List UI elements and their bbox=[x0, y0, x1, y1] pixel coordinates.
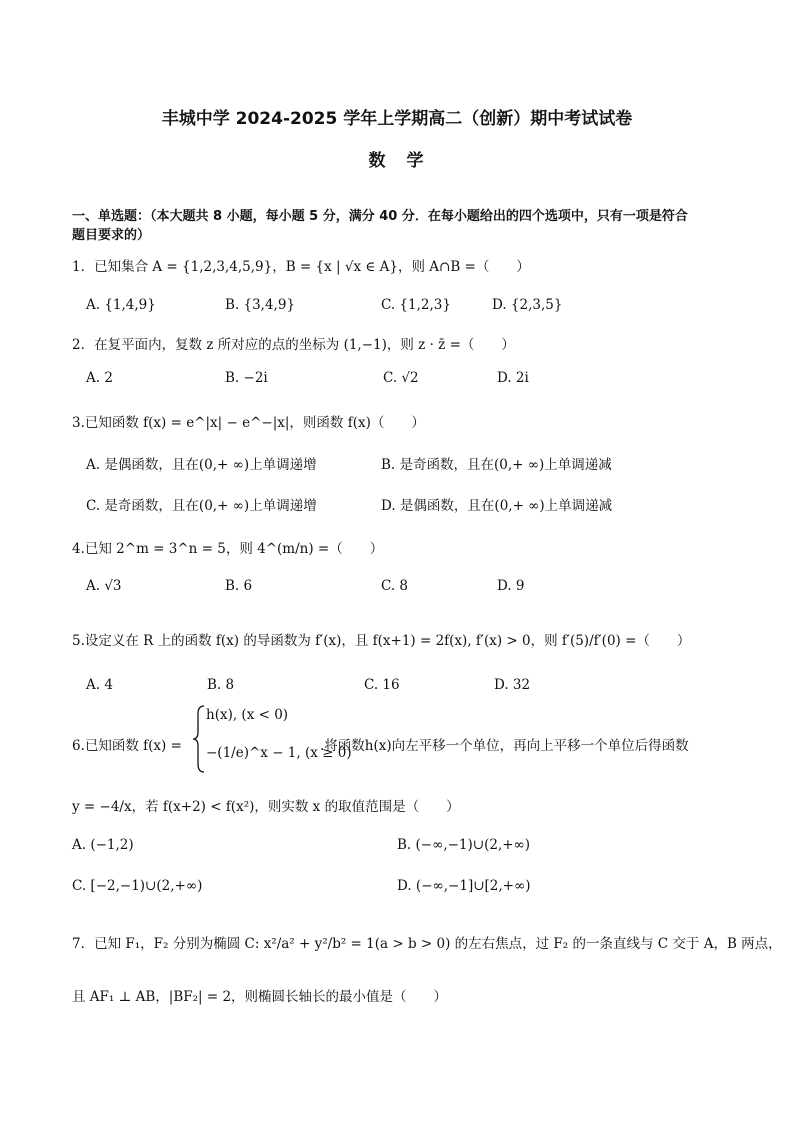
section-heading-line1: 一、单选题：（本大题共 8 小题，每小题 5 分，满分 40 分．在每小题给出的四个选项中，只有一项是符合 bbox=[72, 209, 688, 224]
q4-option-d: D. 9 bbox=[497, 578, 525, 594]
question-7-stem-line1: 7．已知 F₁，F₂ 分别为椭圆 C: x²/a² + y²/b² = 1(a > b > 0) 的左右焦点，过 F₂ 的一条直线与 C 交于 A，B 两点， bbox=[72, 936, 782, 952]
q3-option-a: A. 是偶函数，且在(0,+ ∞)上单调递增 bbox=[86, 457, 317, 473]
q2-option-a: A. 2 bbox=[86, 370, 113, 386]
question-6-stem-part1: 6.已知函数 f(x) = bbox=[72, 738, 182, 754]
q2-option-b: B. −2i bbox=[225, 370, 268, 386]
q6-option-a: A. (−1,2) bbox=[72, 837, 134, 853]
question-2-stem: 2．在复平面内，复数 z 所对应的点的坐标为 (1,−1)，则 z · z̄ =（ ） bbox=[72, 337, 515, 353]
q3-option-b: B. 是奇函数，且在(0,+ ∞)上单调递减 bbox=[381, 457, 612, 473]
q4-option-c: C. 8 bbox=[381, 578, 409, 594]
q2-option-c: C. √2 bbox=[383, 370, 419, 386]
q2-option-d: D. 2i bbox=[497, 370, 529, 386]
question-3-stem: 3.已知函数 f(x) = e^|x| − e^−|x|，则函数 f(x)（ ） bbox=[72, 415, 425, 431]
exam-title: 丰城中学 2024-2025 学年上学期高二（创新）期中考试试卷 bbox=[161, 109, 633, 129]
question-1-stem: 1．已知集合 A = {1,2,3,4,5,9}，B = {x | √x ∈ A}，则 A∩B =（ ） bbox=[72, 259, 530, 275]
q5-option-b: B. 8 bbox=[207, 677, 235, 693]
piecewise-case-2: −(1/e)^x − 1, (x ≥ 0) bbox=[206, 745, 352, 761]
piecewise-case-1: h(x), (x < 0) bbox=[206, 707, 289, 723]
exam-subject: 数 学 bbox=[368, 151, 426, 171]
question-6-stem-part2: .将函数h(x)向左平移一个单位，再向上平移一个单位后得函数 bbox=[320, 738, 689, 754]
q1-option-d: D. {2,3,5} bbox=[492, 297, 563, 313]
q6-option-b: B. (−∞,−1)∪(2,+∞) bbox=[397, 837, 531, 853]
question-4-stem: 4.已知 2^m = 3^n = 5，则 4^(m/n) =（ ） bbox=[72, 541, 384, 557]
q5-option-d: D. 32 bbox=[494, 677, 531, 693]
section-heading-line2: 题目要求的） bbox=[72, 228, 151, 243]
q1-option-b: B. {3,4,9} bbox=[225, 297, 296, 313]
question-7-stem-line2: 且 AF₁ ⊥ AB，|BF₂| = 2，则椭圆长轴长的最小值是（ ） bbox=[72, 989, 448, 1005]
q6-option-c: C. [−2,−1)∪(2,+∞) bbox=[72, 878, 203, 894]
q6-option-d: D. (−∞,−1]∪[2,+∞) bbox=[397, 878, 531, 894]
question-5-stem: 5.设定义在 R 上的函数 f(x) 的导函数为 f′(x)，且 f(x+1) = 2f(x), f′(x) > 0，则 f′(5)/f′(0) =（ ） bbox=[72, 633, 691, 649]
q4-option-a: A. √3 bbox=[86, 578, 122, 594]
q3-option-c: C. 是奇函数，且在(0,+ ∞)上单调递增 bbox=[86, 498, 317, 514]
piecewise-brace bbox=[192, 704, 206, 774]
q5-option-c: C. 16 bbox=[364, 677, 400, 693]
q4-option-b: B. 6 bbox=[225, 578, 253, 594]
question-6-stem-part3: y = −4/x，若 f(x+2) < f(x²)，则实数 x 的取值范围是（ ） bbox=[72, 799, 460, 815]
q1-option-c: C. {1,2,3} bbox=[381, 297, 451, 313]
q3-option-d: D. 是偶函数，且在(0,+ ∞)上单调递减 bbox=[381, 498, 613, 514]
q5-option-a: A. 4 bbox=[86, 677, 113, 693]
q1-option-a: A. {1,4,9} bbox=[86, 297, 156, 313]
